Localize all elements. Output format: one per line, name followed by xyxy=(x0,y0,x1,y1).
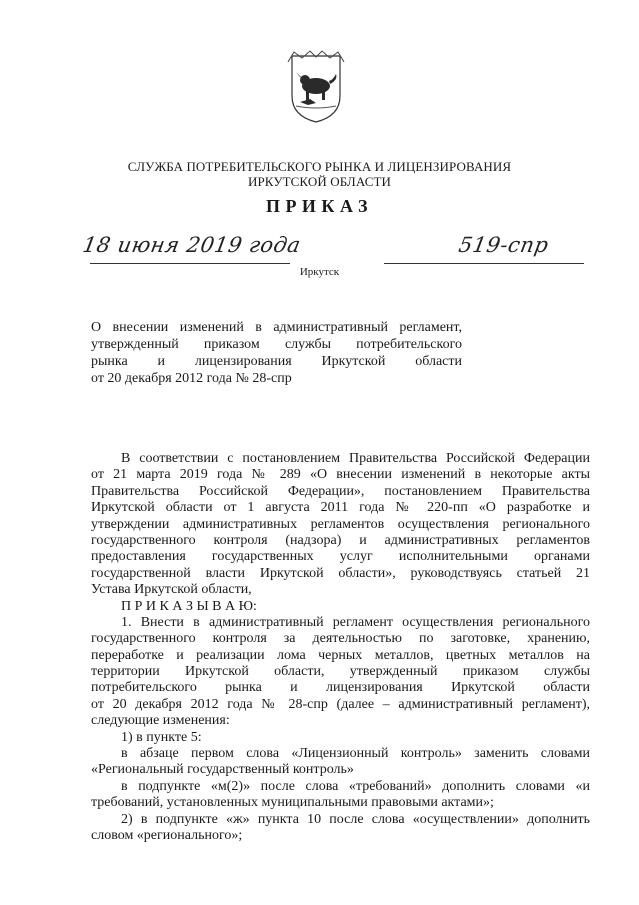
handwritten-date: 18 июня 2019 года xyxy=(80,233,303,257)
agency-name-line2: ИРКУТСКОЙ ОБЛАСТИ xyxy=(247,174,391,189)
document-type-title: ПРИКАЗ xyxy=(265,196,374,216)
body-line: государственной власти Иркутской области», руководствуясь статьей 21 xyxy=(91,565,590,581)
body-line: от 21 марта 2019 года № 289 «О внесении изменений в некоторые акты xyxy=(91,467,590,483)
coat-of-arms-emblem xyxy=(286,50,346,126)
body-line: утверждении административных регламентов осуществления регионального xyxy=(91,516,590,532)
date-underline xyxy=(90,263,290,264)
agency-name-line1: СЛУЖБА ПОТРЕБИТЕЛЬСКОГО РЫНКА И ЛИЦЕНЗИРОВАНИЯ xyxy=(127,159,512,174)
body-line: Иркутской области от 1 августа 2011 года № 220-пп «О разработке и xyxy=(91,500,590,516)
body-line: Устава Иркутской области, xyxy=(91,582,252,598)
body-line: словом «регионального»; xyxy=(91,827,243,843)
body-line: территории Иркутской области, утвержденный приказом службы xyxy=(91,664,590,680)
body-line: следующие изменения: xyxy=(91,713,230,729)
body-line: в подпункте «м(2)» после слова «требований» дополнить словами «и xyxy=(121,778,590,794)
subject-line: рынка и лицензирования Иркутской области xyxy=(91,354,462,369)
body-line: государственного контроля за деятельностью по заготовке, хранению, xyxy=(91,631,590,647)
subject-line: утвержденный приказом службы потребительского xyxy=(91,337,462,352)
number-underline xyxy=(384,263,584,264)
body-line: от 20 декабря 2012 года № 28-спр (далее – административный регламент), xyxy=(91,696,590,712)
body-line: В соответствии с постановлением Правительства Российской Федерации xyxy=(121,451,590,466)
body-line: переработке и реализации лома черных металлов, цветных металлов на xyxy=(91,647,590,663)
body-line: государственного контроля (надзора) и административных регламентов xyxy=(91,532,590,548)
body-line: 1. Внести в административный регламент осуществления регионального xyxy=(121,614,590,630)
body-line: Правительства Российской Федерации», постановлением Правительства xyxy=(91,483,590,499)
order-body xyxy=(91,451,590,844)
body-line: требований, установленных муниципальными правовыми актами»; xyxy=(91,795,494,811)
body-line: предоставления государственных услуг исполнительными органами xyxy=(91,549,590,565)
subject-line: от 20 декабря 2012 года № 28-спр xyxy=(91,371,292,386)
body-line: 2) в подпункте «ж» пункта 10 после слова «осуществлении» дополнить xyxy=(121,811,590,827)
body-line: 1) в пункте 5: xyxy=(121,729,202,745)
order-subject xyxy=(91,319,462,387)
city-label: Иркутск xyxy=(299,266,340,278)
body-line: в абзаце первом слова «Лицензионный контроль» заменить словами xyxy=(121,746,590,762)
handwritten-order-number: 519-спр xyxy=(456,233,551,257)
body-line: потребительского рынка и лицензирования Иркутской области xyxy=(91,680,590,696)
order-directive-heading: П Р И К А З Ы В А Ю: xyxy=(121,598,257,614)
subject-line: О внесении изменений в административный регламент, xyxy=(91,320,462,335)
body-line: «Региональный государственный контроль» xyxy=(91,762,354,778)
